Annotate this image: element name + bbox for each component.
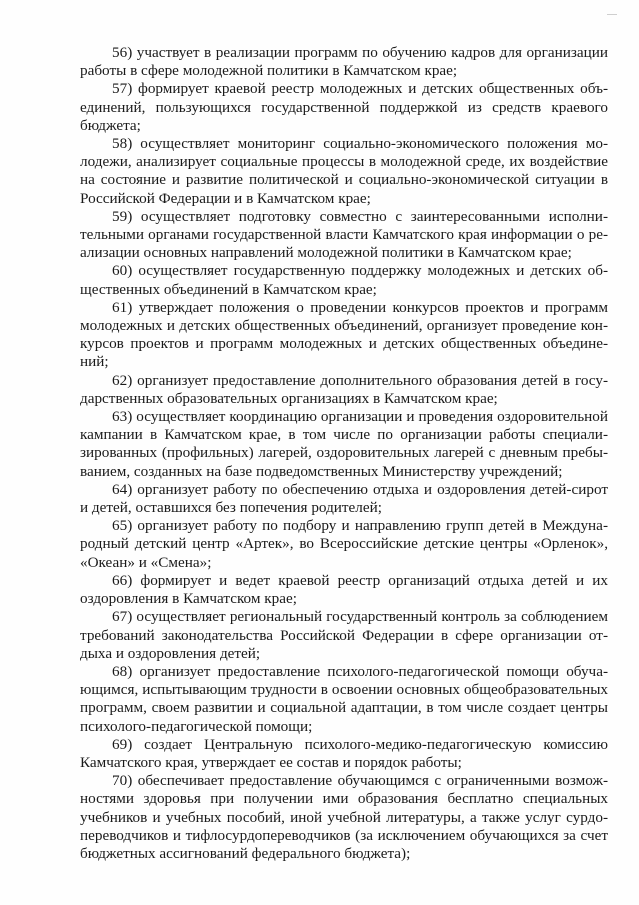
- paragraph-item-64: 64) организует работу по обеспечению отдыха и оздоровления детей-сирот и детей, оставшихся без попечения родителей;: [80, 480, 608, 517]
- paragraph-item-61: 61) утверждает положения о проведении конкурсов проектов и программ молодежных и детских общественных объединений, организует проведение конкурсов проектов и программ молодежных и детских общественных объединений;: [80, 298, 608, 371]
- paragraph-item-67: 67) осуществляет региональный государственный контроль за соблюдением требований законодательства Российской Федерации в сфере организации отдыха и оздоровления детей;: [80, 608, 608, 662]
- paragraph-item-57: 57) формирует краевой реестр молодежных и детских общественных объединений, пользующихся государственной поддержкой из средств краевого бюджета;: [80, 80, 608, 134]
- paragraph-item-63: 63) осуществляет координацию организации и проведения оздоровительной кампании в Камчатском крае, в том числе по организации работы специализированных (профильных) лагерей, оздоровительных лагерей с дневным пребыванием, созданных на базе подведомственных Министерству учреждений;: [80, 408, 608, 480]
- paragraph-item-56: 56) участвует в реализации программ по обучению кадров для организации работы в сфере молодежной политики в Камчатском крае;: [80, 44, 608, 80]
- paragraph-item-70: 70) обеспечивает предоставление обучающимся с ограниченными возможностями здоровья при получении ими образования бесплатно специальных учебников и учебных пособий, иной учебной литературы, а также услуг сурдопереводчиков и тифлосурдопереводчиков (за исключением обучающихся за счет бюджетных ассигнований федерального бюджета);: [80, 772, 608, 862]
- paragraph-item-60: 60) осуществляет государственную поддержку молодежных и детских общественных объединений в Камчатском крае;: [80, 262, 608, 298]
- paragraph-item-66: 66) формирует и ведет краевой реестр организаций отдыха детей и их оздоровления в Камчатском крае;: [80, 571, 608, 608]
- paragraph-item-59: 59) осуществляет подготовку совместно с заинтересованными исполнительными органами государственной власти Камчатского края информации о реализации основных направлений молодежной политики в Камчатском крае;: [80, 207, 608, 262]
- paragraph-item-68: 68) организует предоставление психолого-педагогической помощи обучающимся, испытывающим трудности в освоении основных общеобразовательных программ, своем развитии и социальной адаптации, в том числе создает центры психолого-педагогической помощи;: [80, 662, 608, 735]
- scan-artifact: [607, 14, 617, 19]
- paragraph-item-58: 58) осуществляет мониторинг социально-экономического положения молодежи, анализирует социальные процессы в молодежной среде, их воздействие на состояние и развитие политической и социально-экономической ситуации в Российской Федерации и в Камчатском крае;: [80, 135, 608, 207]
- paragraph-item-62: 62) организует предоставление дополнительного образования детей в государственных образовательных организациях в Камчатском крае;: [80, 371, 608, 407]
- paragraph-item-65: 65) организует работу по подбору и направлению групп детей в Международный детский центр «Артек», во Всероссийские детские центры «Орленок», «Океан» и «Смена»;: [80, 517, 608, 571]
- paragraph-item-69: 69) создает Центральную психолого-медико-педагогическую комиссию Камчатского края, утверждает ее состав и порядок работы;: [80, 735, 608, 771]
